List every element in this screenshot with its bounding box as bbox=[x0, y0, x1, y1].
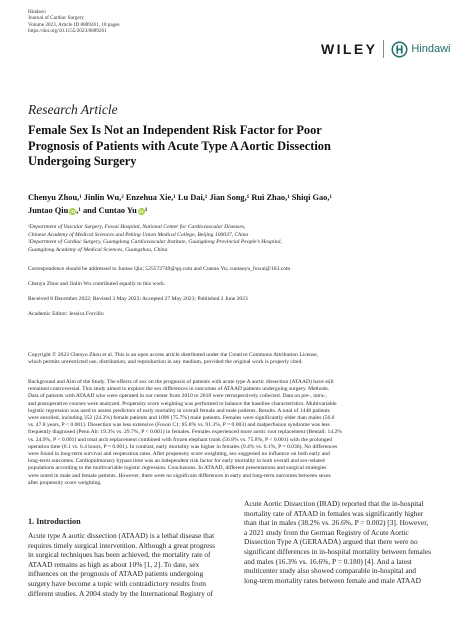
title-line: Female Sex Is Not an Independent Risk Factor for Poor bbox=[28, 123, 322, 137]
body-column-left bbox=[28, 531, 224, 598]
affiliation-line: Chinese Academy of Medical Sciences and Peking Union Medical College, Beijing 100037, China bbox=[28, 231, 249, 238]
orcid-icon[interactable]: iD bbox=[139, 208, 144, 214]
journal-title: Journal of Cardiac Surgery bbox=[28, 15, 84, 22]
affiliation-line: ²Department of Cardiac Surgery, Guangdong Cardiovascular Institute, Guangdong Provincial People's Hospital, bbox=[28, 239, 282, 246]
body-line: Acute type A aortic dissection (ATAAD) is a lethal disease that bbox=[28, 531, 215, 540]
abstract-line: long-term outcomes. Cardiopulmonary bypass time was an independent risk factor for early mortality in both overall and sex-related bbox=[28, 458, 325, 465]
body-line: requires timely surgical intervention. Although a great progress bbox=[28, 540, 216, 550]
copyright-line: Copyright © 2023 Chenyu Zhou et al. This is an open access article distributed under the Creative Commons Attribution License, bbox=[28, 352, 319, 358]
body-line: long-term mortality rates between female and male ATAAD bbox=[244, 575, 421, 585]
logo-divider bbox=[383, 40, 384, 58]
abstract-line: Background and Aim of the Study. The effects of sex on the prognosis of patients with acute type A aortic dissection (ATAAD) have still bbox=[28, 379, 334, 385]
body-line: influences on the prognosis of ATAAD patients undergoing bbox=[28, 569, 204, 579]
abstract-line: vs. 47.8 years, P < 0.001). Dissection was less extensive (Fuwai C1: 85.8% vs. 91.3%, P = 0.003) and malperfusion syndrome was less bbox=[28, 422, 330, 429]
journal-meta bbox=[28, 9, 228, 34]
body-line: surgery have become a topic with contradictory results from bbox=[28, 578, 207, 588]
abstract-line: remained controversial. This study aimed to explore the sex differences in outcomes of ATAAD patients undergoing surgery. Methods. bbox=[28, 386, 330, 393]
correspondence: Correspondence should be addressed to Juntao Qiu; 525572749@qq.com and Cuntao Yu; cuntaoyu_fuwai@163.com bbox=[28, 266, 291, 272]
body-column-right bbox=[244, 499, 440, 585]
journal-volume: Volume 2023, Article ID 8889261, 10 pages bbox=[28, 21, 120, 28]
author-list bbox=[28, 192, 448, 217]
abstract-line: were enrolled, including 352 (24.3%) female patients and 1096 (75.7%) male patients. Females were significantly older than males (56.0 bbox=[28, 415, 335, 422]
article-type: Research Article bbox=[28, 102, 118, 117]
abstract-line: operation time (6.1 vs. 6.4 hours, P = 0.001). In contrast, early mortality was higher in females (9.4% vs. 6.1%, P = 0.036). No differences bbox=[28, 443, 338, 450]
abstract-line: frequently diagnosed (Penn Ab: 19.3% vs. 29.7%, P < 0.001) in females. Females experienced more aortic root replacement (Bentall: 14.2% bbox=[28, 429, 342, 436]
body-line: ATAAD remains as high as about 10% [1, 2]. To date, sex bbox=[28, 559, 200, 569]
affiliation-line: Guangdong Academy of Medical Sciences, Guangzhou, China bbox=[28, 246, 168, 253]
hindawi-logo-icon bbox=[391, 41, 408, 58]
body-line: than that in males (38.2% vs. 26.6%, P = 0.002) [3]. However, bbox=[244, 518, 429, 528]
body-line: significant differences in in-hospital mortality between females bbox=[244, 546, 432, 556]
abstract-line: were found in long-term survival and reoperation rates. After propensity score weighting, sex suggested no influence on both early and bbox=[28, 451, 330, 458]
publisher-logos bbox=[321, 37, 450, 61]
abstract-line: vs. 24.9%, P < 0.001) and total arch replacement combined with frozen elephant trunk (56.8% vs. 75.8%, P < 0.001) with the prolonged bbox=[28, 436, 333, 443]
abstract-line: after propensity score weighting. bbox=[28, 479, 102, 486]
author-affil-mark: ¹ bbox=[144, 205, 148, 215]
author-name: Juntao Qiu bbox=[28, 205, 69, 215]
abstract-line: logistic regression was used to assess predictors of early mortality in overall female and male patients. Results. A total of 1448 patients bbox=[28, 407, 330, 414]
author-line bbox=[28, 205, 448, 218]
academic-editor: Academic Editor: Jessica Forcillo bbox=[28, 311, 104, 317]
article-title bbox=[28, 123, 448, 170]
affiliations bbox=[28, 224, 448, 254]
abstract bbox=[28, 379, 448, 487]
orcid-icon[interactable]: iD bbox=[70, 208, 76, 214]
body-line: multicenter study also showed comparable in-hospital and bbox=[244, 566, 416, 576]
author-name: ,¹ and Cuntao Yu bbox=[76, 205, 137, 215]
title-line: Undergoing Surgery bbox=[28, 154, 137, 169]
body-line: Dissection Type A (GERAADA) argued that there were no bbox=[244, 537, 418, 547]
body-line: in surgical techniques has been achieved, the mortality rate of bbox=[28, 550, 211, 560]
abstract-line: Data of patients with ATAAD who were operated in our center from 2010 to 2018 were retrospectively collected. Data on pre-, intra-, bbox=[28, 393, 327, 400]
body-line: and males (16.3% vs. 16.6%, P = 0.180) [4]. And a latest bbox=[244, 556, 412, 566]
section-heading: 1. Introduction bbox=[28, 517, 81, 526]
wiley-logo: WILEY bbox=[321, 41, 378, 57]
article-dates: Received 8 December 2022; Revised 3 May 2023; Accepted 27 May 2023; Published 2 June 2023 bbox=[28, 296, 248, 302]
author-line: Chenyu Zhou,¹ Jinlin Wu,² Enzehua Xie,¹ Lu Dai,¹ Jian Song,¹ Rui Zhao,¹ Shiqi Gao,¹ bbox=[28, 193, 332, 202]
title-line: Prognosis of Patients with Acute Type A Aortic Dissection bbox=[28, 138, 331, 153]
journal-doi[interactable]: https://doi.org/10.1155/2023/8889261 bbox=[28, 27, 107, 34]
affiliation-line: ¹Department of Vascular Surgery, Fuwai Hospital, National Center for Cardiovascular Diseases, bbox=[28, 224, 246, 230]
abstract-line: were noted in male and female patients. However, there were no significant differences in early and long-term outcomes between sexes bbox=[28, 472, 331, 479]
copyright bbox=[28, 352, 448, 367]
body-line: mortality rate of ATAAD in females was significantly higher bbox=[244, 508, 424, 518]
abstract-line: and postoperative courses were analyzed. Propensity score weighting was performed to balance the baseline characteristics. Multivariable bbox=[28, 400, 337, 407]
body-line: a 2021 study from the German Registry of Acute Aortic bbox=[244, 527, 409, 537]
abstract-line: populations according to the multivariable logistic regression. Conclusions. In ATAAD, different presentations and surgical strategies bbox=[28, 465, 327, 472]
body-line: Acute Aortic Dissection (IRAD) reported that the in-hospital bbox=[244, 499, 424, 508]
hindawi-logo-text: Hindawi bbox=[411, 43, 451, 55]
contribution-note: Chenyu Zhou and Jinlin Wu contributed equally to this work. bbox=[28, 281, 166, 287]
journal-publisher: Hindawi bbox=[28, 9, 46, 15]
body-line: different studies. A 2004 study by the International Registry of bbox=[28, 588, 214, 598]
copyright-line: which permits unrestricted use, distribution, and reproduction in any medium, provided the original work is properly cited. bbox=[28, 359, 303, 366]
